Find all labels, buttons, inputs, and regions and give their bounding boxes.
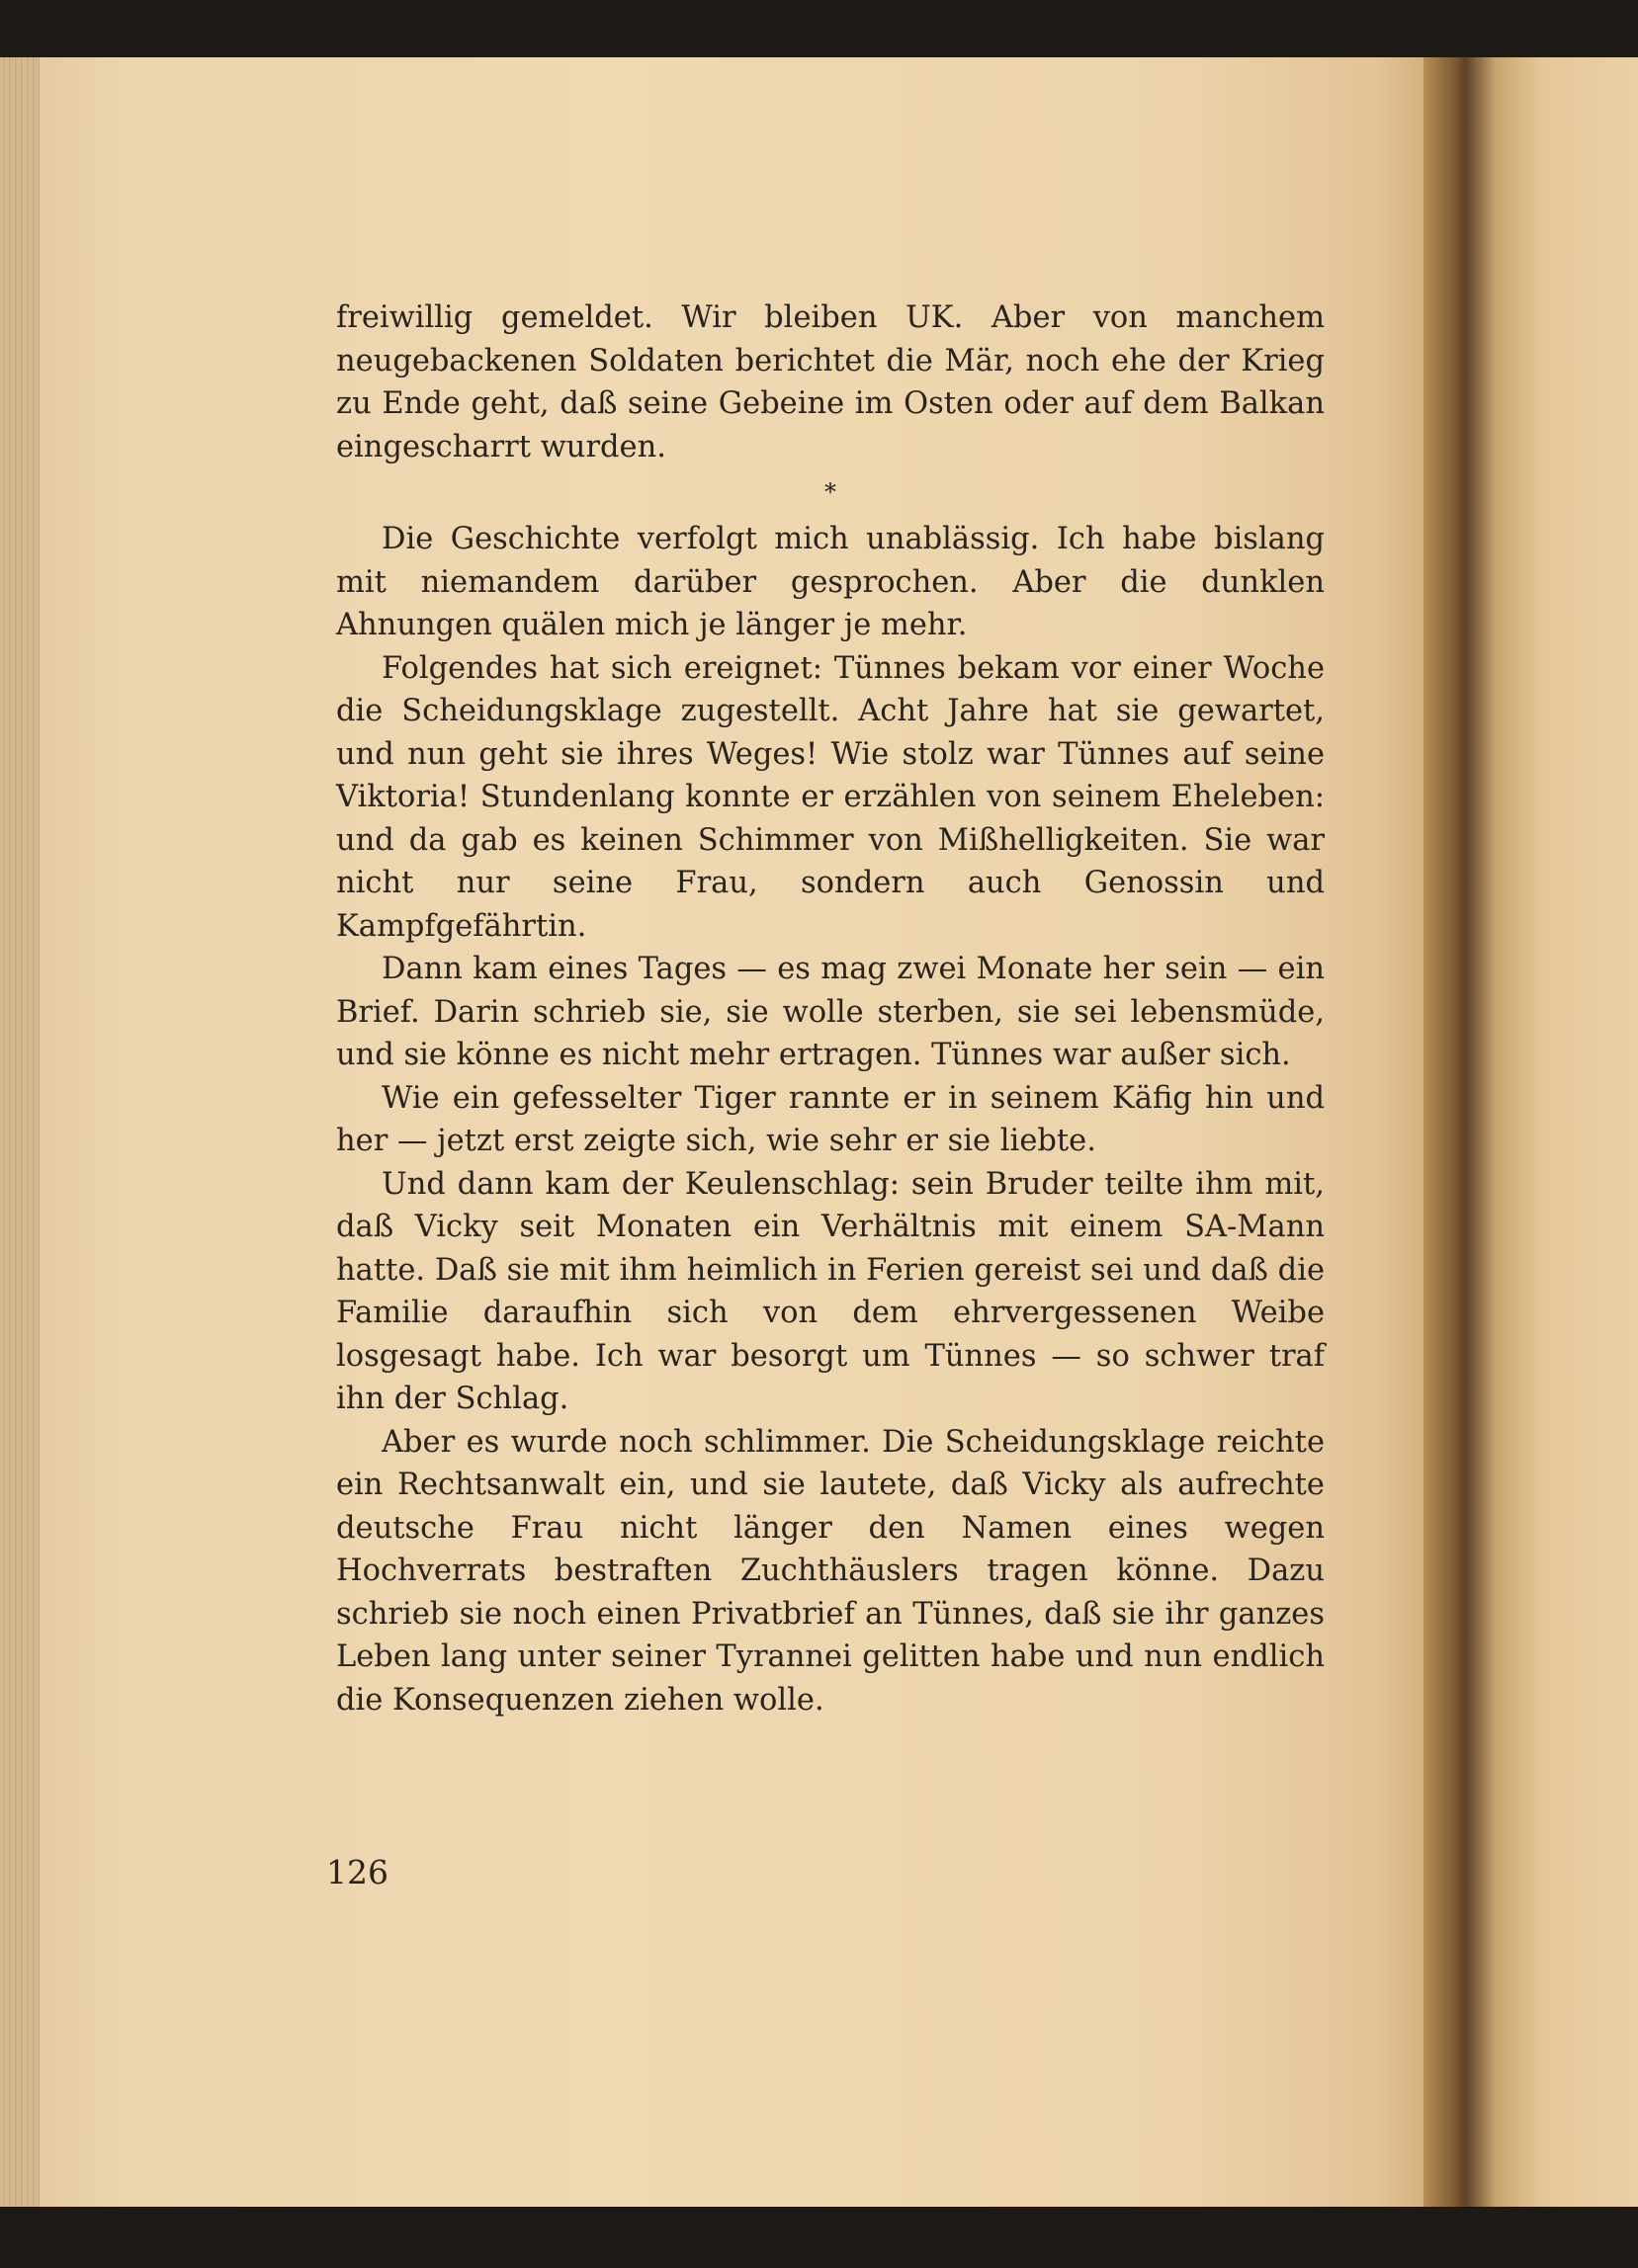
- paragraph-2: Folgendes hat sich ereignet: Tünnes bekam vor einer Woche die Scheidungsklage zugestellt. Acht Jahre hat sie gewartet, und nun geht sie ihres Weges! Wie stolz war Tünnes auf seine Viktoria! Stundenlang konnte er erzählen von seinem Eheleben: und da gab es keinen Schimmer von Mißhelligkeiten. Sie war nicht nur seine Frau, sondern auch Genossin und Kampfgefährtin.: [336, 650, 1325, 944]
- facing-page-edge: [1465, 57, 1638, 2207]
- section-break-asterisk: *: [824, 478, 836, 506]
- paragraph-5: Und dann kam der Keulenschlag: sein Bruder teilte ihm mit, daß Vicky seit Monaten ein Verhältnis mit einem SA-Mann hatte. Daß sie mit ihm heimlich in Ferien gereist sei und daß die Familie daraufhin sich von dem ehrvergessenen Weibe losgesagt habe. Ich war besorgt um Tünnes — so schwer traf ihn der Schlag.: [336, 1166, 1325, 1416]
- paragraph-4: Wie ein gefesselter Tiger rannte er in seinem Käfig hin und her — jetzt erst zeigte sich, wie sehr er sie liebte.: [336, 1080, 1325, 1158]
- page-body-text: [336, 296, 1325, 1722]
- paragraph-1: Die Geschichte verfolgt mich unablässig. Ich habe bislang mit niemandem darüber gesprochen. Aber die dunklen Ahnungen quälen mich je länger je mehr.: [336, 522, 1325, 642]
- paragraph-3: Dann kam eines Tages — es mag zwei Monate her sein — ein Brief. Darin schrieb sie, sie wolle sterben, sie sei lebensmüde, und sie könne es nicht mehr ertragen. Tünnes war außer sich.: [336, 952, 1325, 1072]
- page-number: 126: [326, 1853, 388, 1891]
- opening-paragraph: freiwillig gemeldet. Wir bleiben UK. Aber von manchem neugebackenen Soldaten berichtet die Mär, noch ehe der Krieg zu Ende geht, daß seine Gebeine im Osten oder auf dem Balkan eingescharrt wurden.: [336, 300, 1325, 464]
- paragraph-6: Aber es wurde noch schlimmer. Die Scheidungsklage reichte ein Rechtsanwalt ein, und sie lautete, daß Vicky als aufrechte deutsche Frau nicht länger den Namen eines wegen Hochverrats bestraften Zuchthäuslers tragen könne. Dazu schrieb sie noch einen Privatbrief an Tünnes, daß sie ihr ganzes Leben lang unter seiner Tyrannei gelitten habe und nun endlich die Konsequenzen ziehen wolle.: [336, 1424, 1325, 1718]
